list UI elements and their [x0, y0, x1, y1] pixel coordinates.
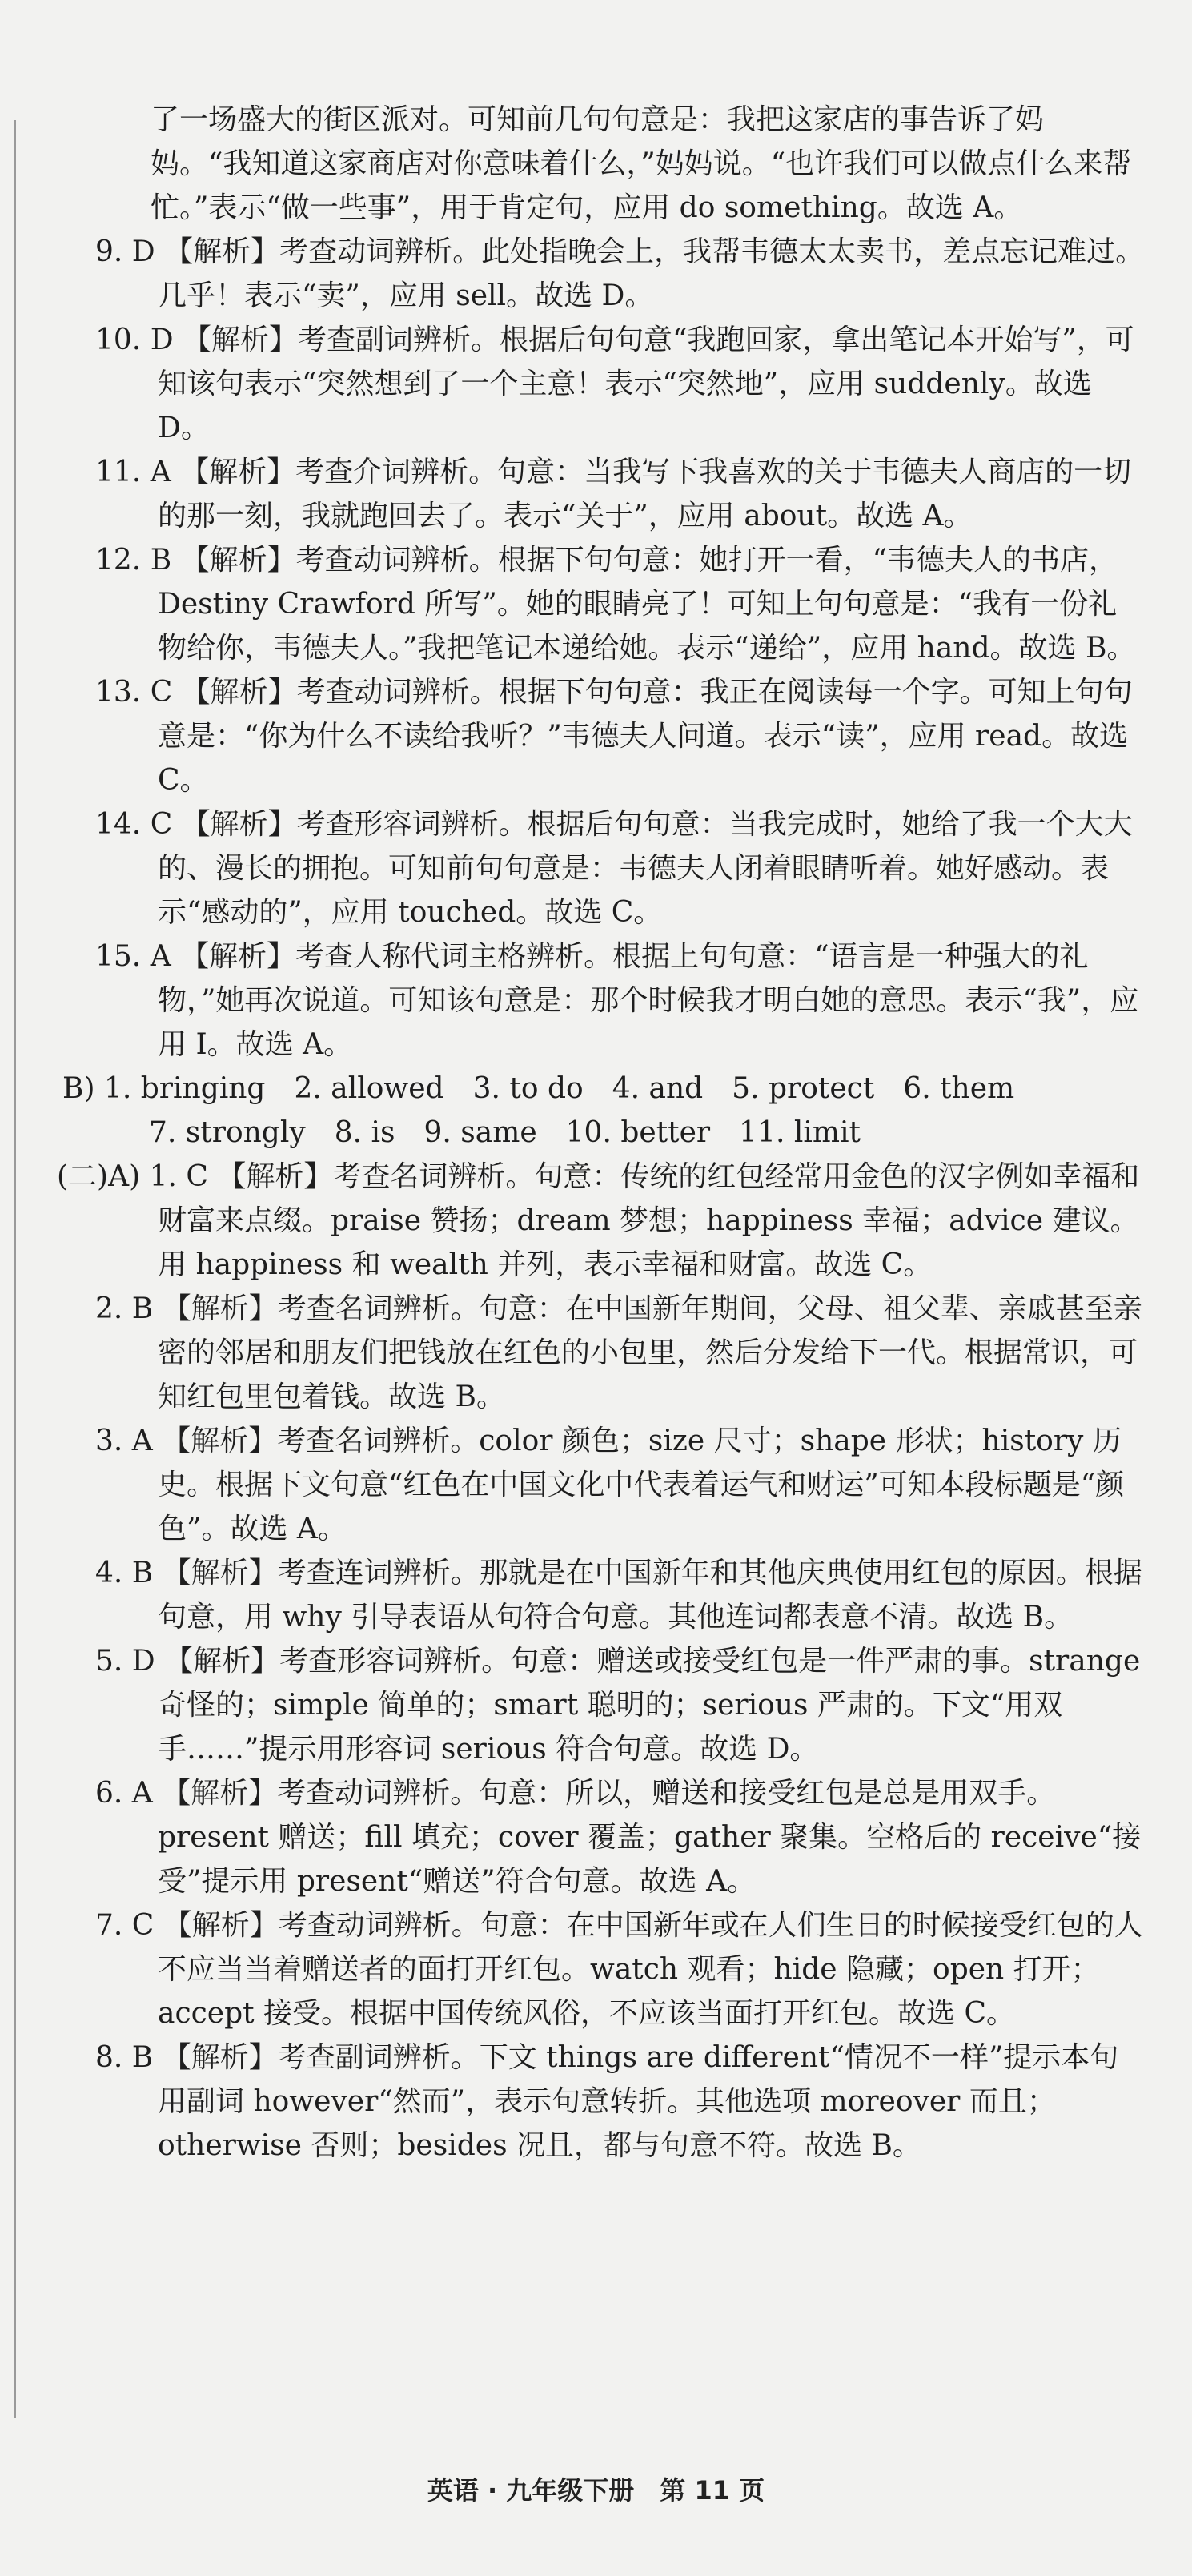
- left-margin-rule: [14, 120, 16, 2418]
- answer-item-14: 14. C 【解析】考查形容词辨析。根据后句句意：当我完成时，她给了我一个大大的、漫长的拥抱。可知前句句意是：韦德夫人闭着眼睛听着。她好感动。表示“感动的”，应用 touched。故选 C。: [95, 808, 1133, 929]
- part2-answer-item-6: 6. A 【解析】考查动词辨析。句意：所以，赠送和接受红包是总是用双手。present 赠送；fill 填充；cover 覆盖；gather 聚集。空格后的 receive“接受”提示用 present“赠送”符合句意。故选 A。: [95, 1777, 1142, 1898]
- section-b-answers-line-2: 7. strongly 8. is 9. same 10. better 11. limit: [149, 1116, 861, 1149]
- part2-answer-item-7: 7. C 【解析】考查动词辨析。句意：在中国新年或在人们生日的时候接受红包的人不应当当着赠送者的面打开红包。watch 观看；hide 隐藏；open 打开；accept 接受。根据中国传统风俗，不应该当面打开红包。故选 C。: [95, 1909, 1143, 2030]
- section-b-answers-line-1: B) 1. bringing 2. allowed 3. to do 4. and 5. protect 6. them: [62, 1072, 1015, 1105]
- part2-answer-item-3: 3. A 【解析】考查名词辨析。color 颜色；size 尺寸；shape 形状；history 历史。根据下文句意“红色在中国文化中代表着运气和财运”可知本段标题是“颜色”。故选 A。: [95, 1425, 1125, 1545]
- answer-item-13: 13. C 【解析】考查动词辨析。根据下句句意：我正在阅读每一个字。可知上句句意是：“你为什么不读给我听？”韦德夫人问道。表示“读”，应用 read。故选 C。: [95, 676, 1133, 797]
- answer-item-15: 15. A 【解析】考查人称代词主格辨析。根据上句句意：“语言是一种强大的礼物，”她再次说道。可知该句意是：那个时候我才明白她的意思。表示“我”，应用 I。故选 A。: [95, 940, 1139, 1061]
- answer-item-12: 12. B 【解析】考查动词辨析。根据下句句意：她打开一看，“韦德夫人的书店，Destiny Crawford 所写”。她的眼睛亮了！可知上句句意是：“我有一份礼物给你，韦德夫人。”我把笔记本递给她。表示“递给”，应用 hand。故选 B。: [95, 544, 1136, 665]
- answer-key-content: [50, 98, 1145, 2168]
- part2-answer-item-8: 8. B 【解析】考查副词辨析。下文 things are different“情况不一样”提示本句用副词 however“然而”，表示句意转折。其他选项 moreover 而且；otherwise 否则；besides 况且，都与句意不符。故选 B。: [95, 2041, 1119, 2162]
- part2-answer-item-5: 5. D 【解析】考查形容词辨析。句意：赠送或接受红包是一件严肃的事。strange 奇怪的；simple 简单的；smart 聪明的；serious 严肃的。下文“用双手……”提示用形容词 serious 符合句意。故选 D。: [95, 1645, 1141, 1766]
- page-footer: 英语 · 九年级下册 第 11 页: [427, 2475, 765, 2506]
- continuation-paragraph: 了一场盛大的街区派对。可知前几句句意是：我把这家店的事告诉了妈妈。“我知道这家商店对你意味着什么，”妈妈说。“也许我们可以做点什么来帮忙。”表示“做一些事”，用于肯定句，应用 do something。故选 A。: [151, 103, 1132, 224]
- part2-answer-item-2: 2. B 【解析】考查名词辨析。句意：在中国新年期间，父母、祖父辈、亲戚甚至亲密的邻居和朋友们把钱放在红色的小包里，然后分发给下一代。根据常识，可知红包里包着钱。故选 B。: [95, 1292, 1142, 1413]
- part2-answer-item-4: 4. B 【解析】考查连词辨析。那就是在中国新年和其他庆典使用红包的原因。根据句意，用 why 引导表语从句符合句意。其他连词都表意不清。故选 B。: [95, 1557, 1142, 1634]
- answer-item-10: 10. D 【解析】考查副词辨析。根据后句句意“我跑回家，拿出笔记本开始写”，可知该句表示“突然想到了一个主意！表示“突然地”，应用 suddenly。故选 D。: [95, 324, 1134, 444]
- part2-answer-item-1: (二)A) 1. C 【解析】考查名词辨析。句意：传统的红包经常用金色的汉字例如幸福和财富来点缀。praise 赞扬；dream 梦想；happiness 幸福；advice 建议。用 happiness 和 wealth 并列，表示幸福和财富。故选 C。: [57, 1160, 1140, 1281]
- answer-item-9: 9. D 【解析】考查动词辨析。此处指晚会上，我帮韦德太太卖书，差点忘记难过。几乎！表示“卖”，应用 sell。故选 D。: [95, 235, 1145, 312]
- answer-item-11: 11. A 【解析】考查介词辨析。句意：当我写下我喜欢的关于韦德夫人商店的一切的那一刻，我就跑回去了。表示“关于”，应用 about。故选 A。: [95, 456, 1132, 532]
